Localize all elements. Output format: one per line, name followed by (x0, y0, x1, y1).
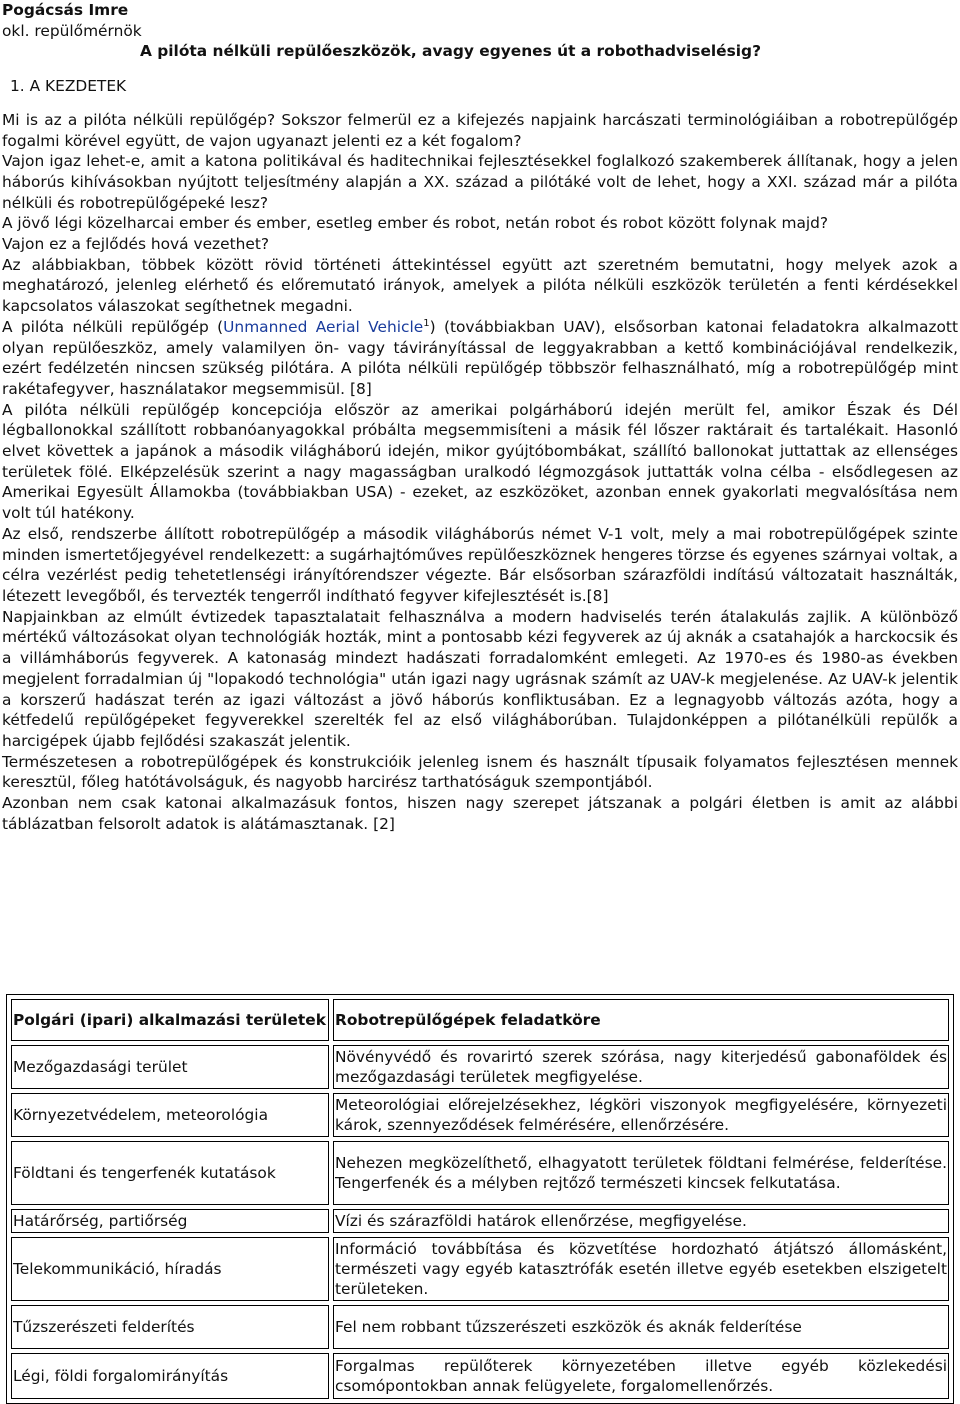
paragraph: A pilóta nélküli repülőgép koncepciója először az amerikai polgárháború idején merült fel, amikor Észak és Dél légballonokkal szállított robbanóanyagokkal próbálta megsemmisíteni a másik fél lőszer raktárait és tartalékait. Hasonló elvet követtek a japánok a második világháború idején, mikor gyújtóbombákat, szállító ballonokat juttattak az ellenséges területek fölé. Elképzelésük szerint a nagy magasságban uralkodó légmozgások juttatták volna célba - elsődlegesen az Amerikai Egyesült Államokba (továbbiakban USA) - ezeket, az eszközöket, azonban ennek gyakorlati megvalósítása nem volt túl hatékony. (2, 400, 958, 523)
table-cell-area: Földtani és tengerfenék kutatások (11, 1141, 329, 1205)
paragraph: Vajon igaz lehet-e, amit a katona politikával és haditechnikai fejlesztésekkel foglalkozó szakemberek állítanak, hogy a jelen háborús kihívásokban nyújtott teljesítmény alapján a XX. század a pilótáké volt de lehet, hogy a XXI. század már a pilóta nélküli és robotrepülőgépeké lesz? (2, 152, 958, 212)
table-row (11, 1093, 949, 1137)
applications-table (6, 994, 954, 1404)
document-page (2, 0, 958, 834)
table-cell-area: Telekommunikáció, híradás (11, 1237, 329, 1301)
author-role: okl. repülőmérnök (2, 21, 142, 40)
table-row (11, 1141, 949, 1205)
paragraph: Az első, rendszerbe állított robotrepülőgép a második világháborús német V-1 volt, mely a mai robotrepülőgépek szinte minden ismertetőjegyével rendelkezett: a sugárhajtóműves repülőeszköznek hengeres törzse és egyenes szárnyai voltak, a célra vezérlést pedig tehetetlenségi irányítórendszer végezte. Bár elsősorban szárazföldi indítású változatait használták, létezett levegőből, és tervezték tengerről indítható fegyver kifejlesztését is.[8] (2, 524, 958, 605)
table-cell-area: Tűzszerészeti felderítés (11, 1305, 329, 1349)
paragraph: Vajon ez a fejlődés hová vezethet? (2, 235, 270, 254)
table-cell-area: Határőrség, partiőrség (11, 1209, 329, 1233)
table-row (11, 1045, 949, 1089)
table-cell-area: Légi, földi forgalomirányítás (11, 1353, 329, 1399)
table-header-row (11, 999, 949, 1041)
table-cell-task: Információ továbbítása és közvetítése hordozható átjátszó állomásként, természeti vagy egyéb katasztrófák esetén illetve egyéb esetekben elszigetelt területeken. (333, 1237, 949, 1301)
table-row (11, 1209, 949, 1233)
table-cell-task: Meteorológiai előrejelzésekhez, légköri viszonyok megfigyelésére, környezeti károk, szennyeződések felmérésére, ellenőrzésére. (333, 1093, 949, 1137)
table-header-cell: Polgári (ipari) alkalmazási területek (11, 999, 329, 1041)
paragraph: Természetesen a robotrepülőgépek és konstrukcióik jelenleg isnem és használt típusaik folyamatos fejlesztésen mennek keresztül, főleg hatótávolságuk, és nagyobb harcirész tarthatóságuk szempontjából. (2, 752, 958, 792)
document-title: A pilóta nélküli repülőeszközök, avagy egyenes út a robothadviselésig? (140, 42, 761, 61)
body-text (2, 110, 958, 835)
table-cell-task: Forgalmas repülőterek környezetében illetve egyéb közlekedési csomópontokban annak felügyelete, forgalomellenőrzés. (333, 1353, 949, 1399)
table-row (11, 1353, 949, 1399)
table-header-cell: Robotrepülőgépek feladatköre (333, 999, 949, 1041)
footnote-ref[interactable]: 1 (423, 317, 430, 329)
table-cell-task: Vízi és szárazföldi határok ellenőrzése, megfigyelése. (333, 1209, 949, 1233)
table-row (11, 1305, 949, 1349)
paragraph-rest: ) (továbbiakban UAV), elsősorban katonai feladatokra alkalmazott olyan repülőeszköz, amely valamilyen ön- vagy távirányítással de leggyakrabban a kettő kombinációjával rendelkezik, ezért fedélzetén nincsen szükség pilótára. A pilóta nélküli repülőgép többször felhasználható, míg a robotrepülőgép mint rakétafegyver, használatakor megsemmisül. [8] (2, 317, 958, 398)
table-cell-task: Növényvédő és rovarirtó szerek szórása, nagy kiterjedésű gabonaföldek és mezőgazdasági területek megfigyelése. (333, 1045, 949, 1089)
paragraph: Azonban nem csak katonai alkalmazásuk fontos, hiszen nagy szerepet játszanak a polgári életben is amit az alábbi táblázatban felsorolt adatok is alátámasztanak. [2] (2, 794, 958, 833)
uav-link[interactable]: Unmanned Aerial Vehicle (223, 317, 424, 336)
paragraph-uav-definition (2, 317, 958, 400)
paragraph: Mi is az a pilóta nélküli repülőgép? Sokszor felmerül ez a kifejezés napjaink harcászati terminológiáiban a robotrepülőgép fogalmi körével együtt, de vajon ugyanazt jelenti ez a két fogalom? (2, 110, 958, 150)
table-cell-task: Nehezen megközelíthető, elhagyatott területek földtani felmérése, felderítése. Tengerfenék és a mélyben rejtőző természeti kincsek felkutatása. (333, 1141, 949, 1205)
paragraph-prefix: A pilóta nélküli repülőgép ( (2, 317, 224, 336)
table-row (11, 1237, 949, 1301)
paragraph: A jövő légi közelharcai ember és ember, esetleg ember és robot, netán robot és robot között folynak majd? (2, 214, 829, 233)
table-cell-area: Mezőgazdasági terület (11, 1045, 329, 1089)
paragraph: Napjainkban az elmúlt évtizedek tapasztalatait felhasználva a modern hadviselés terén átalakulás zajlik. A különböző mértékű változásokat olyan technológiák hozták, mint a pontosabb kézi fegyverek az új aknák a csatahajók a harckocsik és a villámháborús fegyverek. A katonaság mindezt hadászati forradalomként emlegeti. Az 1970-es és 1980-as években megjelent forradalmian új "lopakodó technológia" után igazi nagy ugrásnak számít az UAV-k megjelenése. Az UAV-k jelentik a korszerű hadászat terén az igazi változást a jövő háborús konfliktusában. Ez a legnagyobb változás azóta, hogy a kétfedelű repülőgépeket fegyverekkel szerelték fel az első világháborúban. Tulajdonképpen a pilótanélküli repülők a harcigépek újabb fejlődési szakaszát jelentik. (2, 607, 958, 750)
author-name: Pogácsás Imre (2, 1, 129, 19)
section-heading: 1. A KEZDETEK (10, 77, 127, 96)
table-cell-area: Környezetvédelem, meteorológia (11, 1093, 329, 1137)
paragraph: Az alábbiakban, többek között rövid történeti áttekintéssel együtt azt szeretném bemutatni, hogy melyek azok a meghatározó, jelenleg elérhető és előremutató irányok, amelyek a pilóta nélküli eszközök területén a fenti kérdésekkel kapcsolatos válaszokat segíthetnek megadni. (2, 255, 958, 316)
table-cell-task: Fel nem robbant tűzszerészeti eszközök és aknák felderítése (333, 1305, 949, 1349)
